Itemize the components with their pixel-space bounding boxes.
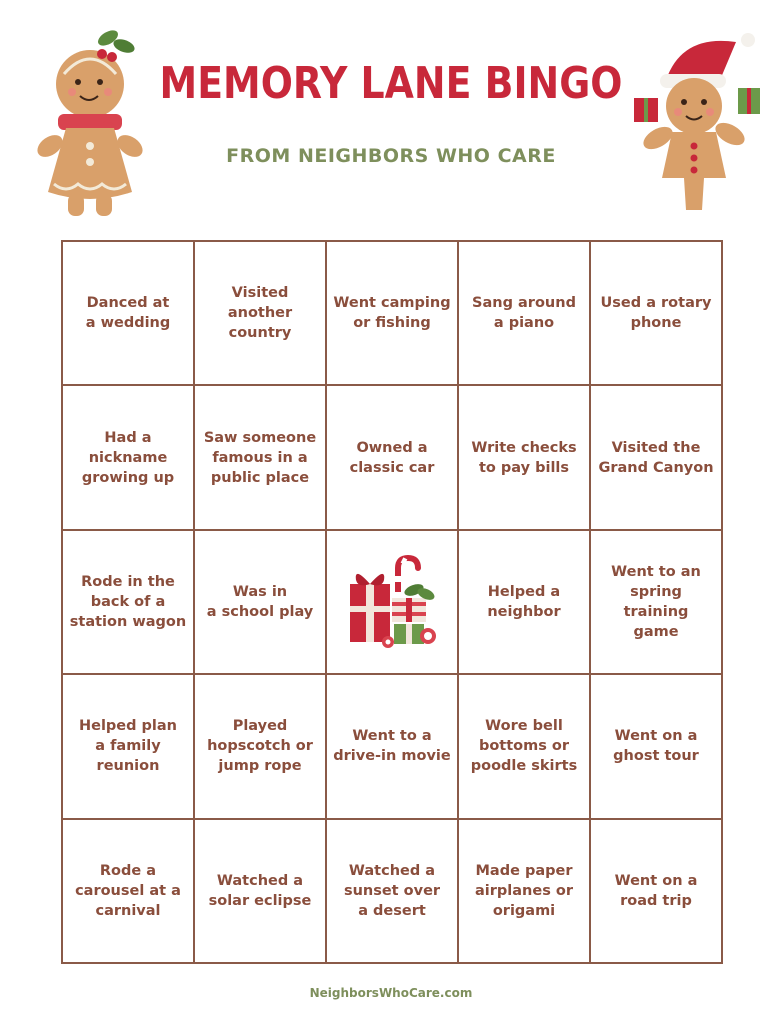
bingo-cell[interactable]: Went to a drive-in movie — [327, 675, 459, 819]
footer-site-link[interactable]: NeighborsWhoCare.com — [309, 986, 473, 1000]
bingo-cell[interactable]: Rode a carousel at a carnival — [63, 820, 195, 964]
bingo-cell[interactable]: Wore bell bottoms or poodle skirts — [459, 675, 591, 819]
bingo-cell[interactable]: Went camping or fishing — [327, 242, 459, 386]
bingo-cell[interactable]: Visited the Grand Canyon — [591, 386, 723, 530]
bingo-cell[interactable]: Made paper airplanes or origami — [459, 820, 591, 964]
page-subtitle: FROM NEIGHBORS WHO CARE — [226, 145, 556, 167]
bingo-cell[interactable]: Was in a school play — [195, 531, 327, 675]
bingo-cell[interactable]: Saw someone famous in a public place — [195, 386, 327, 530]
christmas-gifts-icon — [344, 554, 440, 650]
free-space-cell[interactable] — [327, 531, 459, 675]
bingo-cell[interactable]: Went on a road trip — [591, 820, 723, 964]
bingo-cell[interactable]: Watched a sunset over a desert — [327, 820, 459, 964]
bingo-cell[interactable]: Watched a solar eclipse — [195, 820, 327, 964]
bingo-cell[interactable]: Went to an spring training game — [591, 531, 723, 675]
bingo-cell[interactable]: Visited another country — [195, 242, 327, 386]
bingo-cell[interactable]: Helped plan a family reunion — [63, 675, 195, 819]
bingo-cell[interactable]: Owned a classic car — [327, 386, 459, 530]
bingo-cell[interactable]: Write checks to pay bills — [459, 386, 591, 530]
bingo-cell[interactable]: Went on a ghost tour — [591, 675, 723, 819]
bingo-cell[interactable]: Danced at a wedding — [63, 242, 195, 386]
bingo-cell[interactable]: Sang around a piano — [459, 242, 591, 386]
bingo-cell[interactable]: Used a rotary phone — [591, 242, 723, 386]
gingerbread-girl-icon — [28, 24, 150, 220]
bingo-cell[interactable]: Rode in the back of a station wagon — [63, 531, 195, 675]
gingerbread-man-santa-hat-icon — [632, 28, 762, 214]
bingo-cell[interactable]: Had a nickname growing up — [63, 386, 195, 530]
page-title: MEMORY LANE BINGO — [159, 58, 623, 109]
bingo-cell[interactable]: Helped a neighbor — [459, 531, 591, 675]
bingo-cell[interactable]: Played hopscotch or jump rope — [195, 675, 327, 819]
bingo-board — [61, 240, 723, 964]
